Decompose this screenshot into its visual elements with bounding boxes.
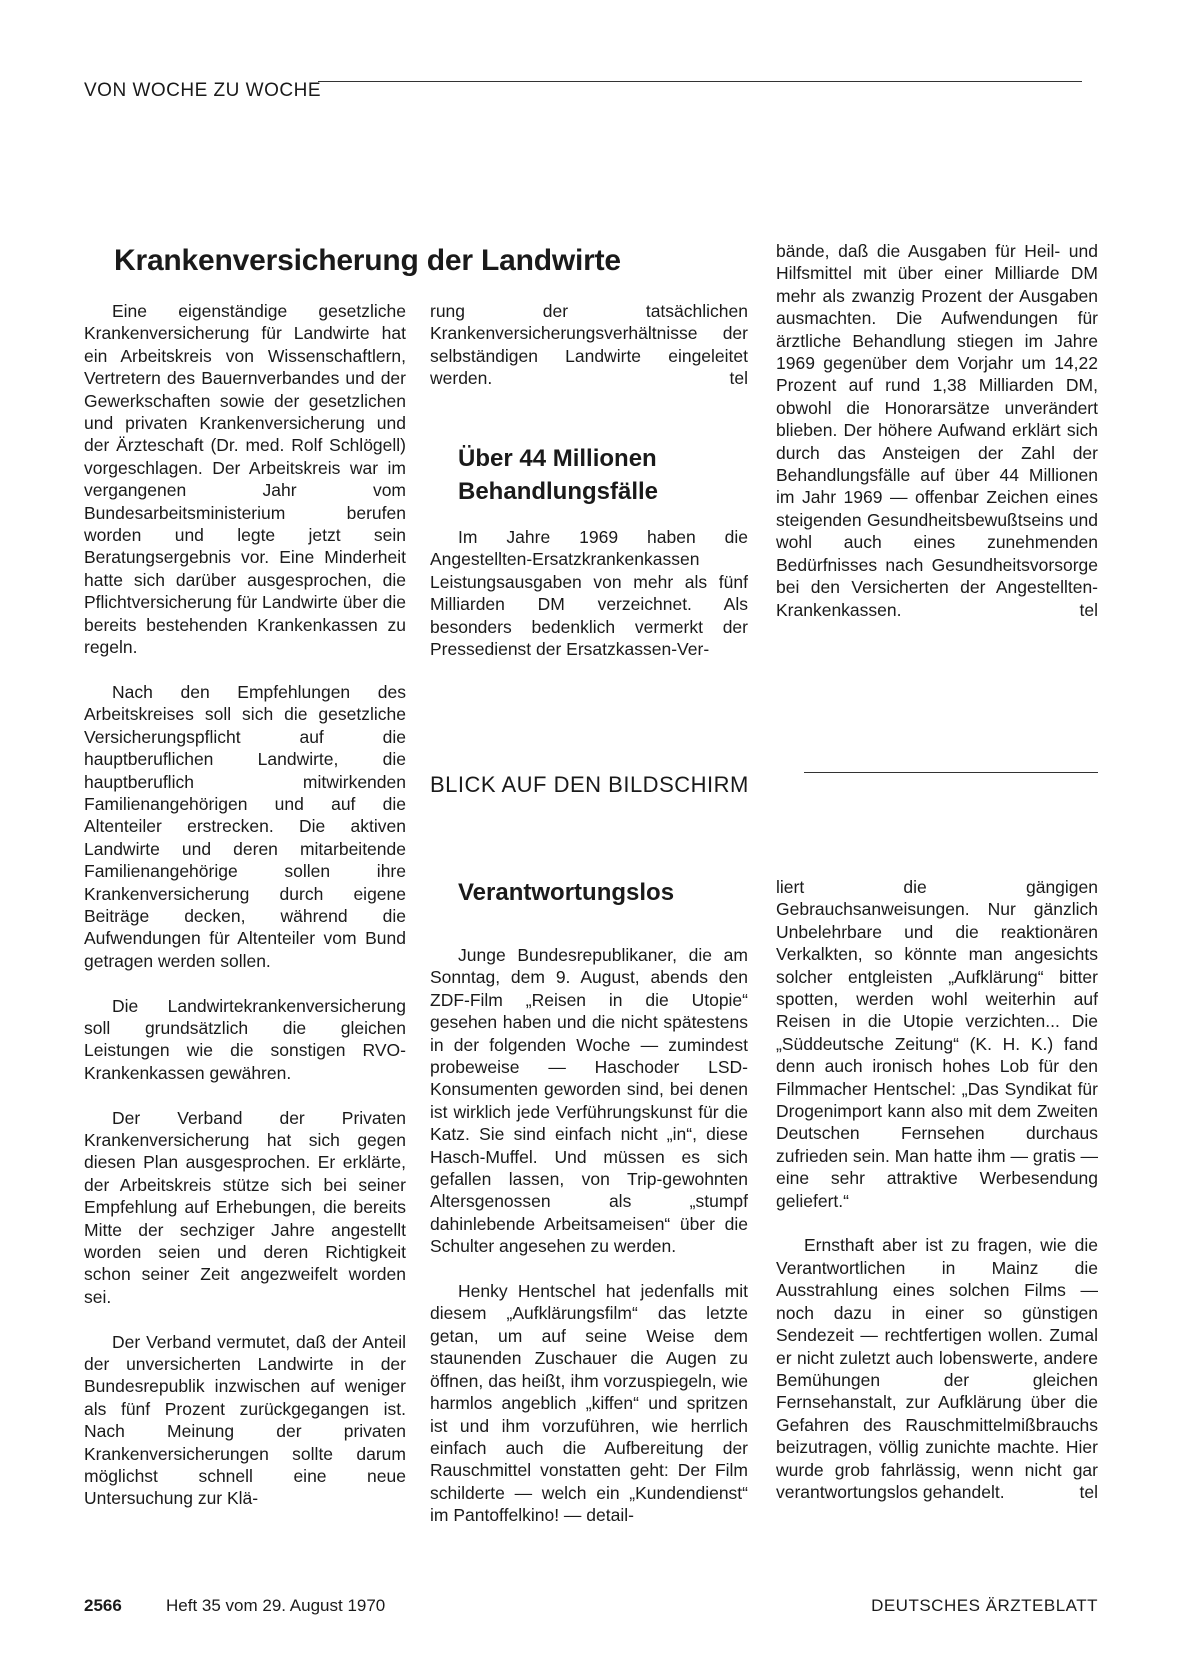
paragraph: Der Verband der Privaten Krankenversicherung hat sich gegen diesen Plan ausgesprochen. Er erklärte, der Arbeitskreis stütze sich bei seiner Empfehlung auf Erhebungen, die bereits Mitte der sechziger Jahre angestellt worden seien und deren Richtigkeit schon seiner Zeit angezweifelt worden sei.	[84, 1107, 406, 1307]
header-rule	[318, 81, 1082, 82]
article-title-verantwortungslos: Verantwortungslos	[458, 879, 675, 906]
author-signature: tel	[1079, 1481, 1098, 1502]
article1-column1	[84, 300, 406, 1510]
article1-column2	[430, 300, 748, 390]
paragraph	[430, 300, 748, 390]
title-line: Über 44 Millionen	[458, 445, 657, 472]
journal-name: DEUTSCHES ÄRZTEBLATT	[871, 1596, 1098, 1615]
section-header-bildschirm: BLICK AUF DEN BILDSCHIRM	[430, 772, 757, 798]
paragraph: Henky Hentschel hat jedenfalls mit diesem „Aufklärungsfilm“ das letzte getan, um auf seine Weise dem staunenden Zuschauer die Augen zu öffnen, das heißt, ihm vorzuspiegeln, wie harmlos angeblich „kiffen“ und spritzen ist und ihm vorzuführen, wie herrlich einfach auch die Aufbereitung der Rauschmittel vonstatten geht: Der Film schilderte — welch ein „Kundendienst“ im Pantoffelkino! — detail-	[430, 1281, 748, 1526]
paragraph-text: bände, daß die Ausgaben für Heil- und Hilfsmittel mit über einer Milliarde DM mehr als zwanzig Prozent der Ausgaben ausmachten. Die Aufwendungen für ärztliche Behandlung stiegen im Jahre 1969 gegenüber dem Vorjahr um 14,22 Prozent auf rund 1,38 Milliarden DM, obwohl die Honorarsätze unverändert blieben. Der höhere Aufwand erklärt sich durch das Ansteigen der Zahl der Behandlungsfälle auf über 44 Millionen im Jahr 1969 — offenbar Zeichen eines steigenden Gesundheitsbewußtseins und wohl auch eines zunehmenden Bedürfnisses nach Gesundheitsvorsorge bei den Versicherten der Angestellten-Krankenkassen.	[776, 241, 1098, 620]
paragraph-text: Ernsthaft aber ist zu fragen, wie die Verantwortlichen in Mainz die Ausstrahlung eines solchen Films — noch dazu in einer so günstigen Sendezeit — rechtfertigen wollen. Zumal er nicht zuletzt auch lobenswerte, andere Bemühungen der gleichen Fernsehanstalt, zur Aufklärung über die Gefahren des Rauschmittelmißbrauchs beizutragen, völlig zunichte machte. Hier wurde grob fahrlässig, wenn nicht gar verantwortungslos gehandelt.	[776, 1235, 1098, 1502]
article3-column2	[430, 944, 748, 1527]
article-title-behandlungsfaelle	[458, 442, 758, 508]
section-rule	[804, 772, 1098, 773]
author-signature: tel	[729, 368, 748, 389]
paragraph	[776, 240, 1098, 621]
paragraph-text: rung der tatsächlichen Krankenversicherungsverhältnisse der selbständigen Landwirte eingeleitet werden.	[430, 301, 748, 389]
paragraph: Im Jahre 1969 haben die Angestellten-Ersatzkrankenkassen Leistungsausgaben von mehr als fünf Milliarden DM verzeichnet. Als besonders bedenklich vermerkt der Pressedienst der Ersatzkassen-Ver-	[430, 527, 748, 660]
issue-info: Heft 35 vom 29. August 1970	[166, 1596, 386, 1615]
paragraph: Junge Bundesrepublikaner, die am Sonntag, dem 9. August, abends den ZDF-Film „Reisen in die Utopie“ gesehen haben und die nicht spätestens in der folgenden Woche — zumindest probeweise — Haschoder LSD-Konsumenten geworden sind, bei denen ist wirklich jede Verführungskunst für die Katz. Sie sind einfach nicht „in“, diese Hasch-Muffel. Und müssen es sich gefallen lassen, von Trip-gewohnten Altersgenossen als „stumpf dahinlebende Arbeitsameisen“ über die Schulter angesehen zu werden.	[430, 945, 748, 1257]
article2-column2	[430, 526, 748, 660]
title-line: Behandlungsfälle	[458, 478, 659, 505]
article2-column3	[776, 240, 1098, 621]
article3-column3	[776, 876, 1098, 1503]
section-header: VON WOCHE ZU WOCHE	[84, 80, 329, 102]
article-title-landwirte: Krankenversicherung der Landwirte	[114, 244, 621, 277]
page-number: 2566	[84, 1596, 122, 1615]
paragraph: liert die gängigen Gebrauchsanweisungen. Nur gänzlich Unbelehrbare und die reaktionären Verkalkten, so könnte man angesichts solcher entgleisten „Aufklärung“ bitter spotten, werden wohl weiterhin auf Reisen in die Utopie verzichten... Die „Süddeutsche Zeitung“ (K. H. K.) fand denn auch ironisch hohes Lob für den Filmmacher Hentschel: „Das Syndikat für Drogenimport kann also mit dem Zweiten Deutschen Fernsehen durchaus zufrieden sein. Man hatte ihm — gratis — eine sehr attraktive Werbesendung geliefert.“	[776, 877, 1098, 1211]
paragraph: Der Verband vermutet, daß der Anteil der unversicherten Landwirte in der Bundesrepublik inzwischen auf weniger als fünf Prozent zurückgegangen ist. Nach Meinung der privaten Krankenversicherungen sollte darum möglichst schnell eine neue Untersuchung zur Klä-	[84, 1331, 406, 1509]
paragraph: Nach den Empfehlungen des Arbeitskreises soll sich die gesetzliche Versicherungspflicht auf die hauptberuflichen Landwirte, die hauptberuflich mitwirkenden Familienangehörigen und auf die Altenteiler erstrecken. Die aktiven Landwirte und deren mitarbeitende Familienangehörige sollen ihre Krankenversicherung durch eigene Beiträge decken, während die Aufwendungen für Altenteiler vom Bund getragen werden sollen.	[84, 681, 406, 971]
author-signature: tel	[1079, 599, 1098, 620]
paragraph: Die Landwirtekrankenversicherung soll grundsätzlich die gleichen Leistungen wie die sonstigen RVO-Krankenkassen gewähren.	[84, 995, 406, 1083]
paragraph	[776, 1234, 1098, 1503]
paragraph: Eine eigenständige gesetzliche Krankenversicherung für Landwirte hat ein Arbeitskreis von Wissenschaftlern, Vertretern des Bauernverbandes und der Gewerkschaften sowie der gesetzlichen und privaten Krankenversicherung und der Ärzteschaft (Dr. med. Rolf Schlögell) vorgeschlagen. Der Arbeitskreis war im vergangenen Jahr vom Bundesarbeitsministerium berufen worden und legte jetzt sein Beratungsergebnis vor. Eine Minderheit hatte sich darüber ausgesprochen, die Pflichtversicherung für Landwirte über die bereits bestehenden Krankenkassen zu regeln.	[84, 301, 406, 658]
